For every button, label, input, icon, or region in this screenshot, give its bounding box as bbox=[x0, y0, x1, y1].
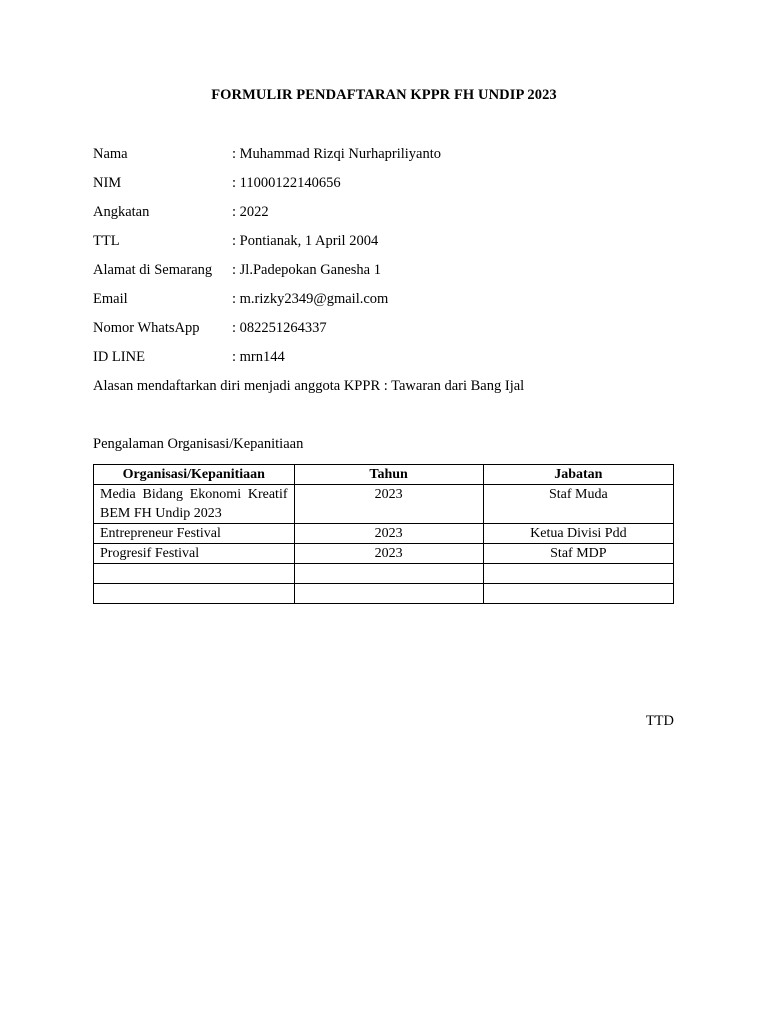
cell-jabatan: Staf MDP bbox=[483, 544, 673, 564]
cell-jabatan: Staf Muda bbox=[483, 485, 673, 524]
field-value: : 11000122140656 bbox=[232, 175, 341, 191]
field-label: Nama bbox=[93, 146, 128, 162]
experience-heading: Pengalaman Organisasi/Kepanitiaan bbox=[93, 436, 304, 452]
field-value: : mrn144 bbox=[232, 349, 285, 365]
field-label: Email bbox=[93, 291, 128, 307]
cell-tahun: 2023 bbox=[294, 544, 483, 564]
table-row bbox=[94, 524, 674, 544]
table-row-empty bbox=[94, 584, 674, 604]
field-value: : Jl.Padepokan Ganesha 1 bbox=[232, 262, 381, 278]
column-header-jabatan: Jabatan bbox=[483, 465, 673, 485]
table-row bbox=[94, 485, 674, 524]
field-value: : Muhammad Rizqi Nurhapriliyanto bbox=[232, 146, 442, 162]
field-label: Nomor WhatsApp bbox=[93, 320, 200, 336]
field-value: : Pontianak, 1 April 2004 bbox=[232, 233, 379, 249]
field-label: ID LINE bbox=[93, 349, 145, 365]
table-header-row bbox=[94, 465, 674, 485]
cell-tahun: 2023 bbox=[294, 524, 483, 544]
cell-organisasi: Media Bidang Ekonomi Kreatif BEM FH Undip 2023 bbox=[94, 485, 295, 524]
field-label: TTL bbox=[93, 233, 120, 249]
field-value: : 082251264337 bbox=[232, 320, 327, 336]
table-row bbox=[94, 544, 674, 564]
cell-organisasi: Entrepreneur Festival bbox=[94, 524, 295, 544]
field-label: Angkatan bbox=[93, 204, 150, 220]
table-row-empty bbox=[94, 564, 674, 584]
cell-jabatan: Ketua Divisi Pdd bbox=[483, 524, 673, 544]
cell-tahun bbox=[294, 564, 483, 584]
field-label: Alamat di Semarang bbox=[93, 262, 213, 278]
field-label: NIM bbox=[93, 175, 122, 191]
cell-tahun: 2023 bbox=[294, 485, 483, 524]
cell-organisasi bbox=[94, 564, 295, 584]
cell-organisasi: Progresif Festival bbox=[94, 544, 295, 564]
field-value: : m.rizky2349@gmail.com bbox=[232, 291, 389, 307]
column-header-organisasi: Organisasi/Kepanitiaan bbox=[94, 465, 295, 485]
cell-tahun bbox=[294, 584, 483, 604]
reason-value: : Tawaran dari Bang Ijal bbox=[383, 378, 525, 394]
cell-organisasi bbox=[94, 584, 295, 604]
form-title: FORMULIR PENDAFTARAN KPPR FH UNDIP 2023 bbox=[211, 87, 557, 103]
experience-table bbox=[93, 464, 674, 604]
cell-jabatan bbox=[483, 584, 673, 604]
column-header-tahun: Tahun bbox=[294, 465, 483, 485]
signature-label: TTD bbox=[645, 713, 674, 729]
reason-label: Alasan mendaftarkan diri menjadi anggota KPPR bbox=[93, 378, 381, 394]
field-reason bbox=[93, 378, 524, 395]
cell-jabatan bbox=[483, 564, 673, 584]
field-value: : 2022 bbox=[232, 204, 269, 220]
